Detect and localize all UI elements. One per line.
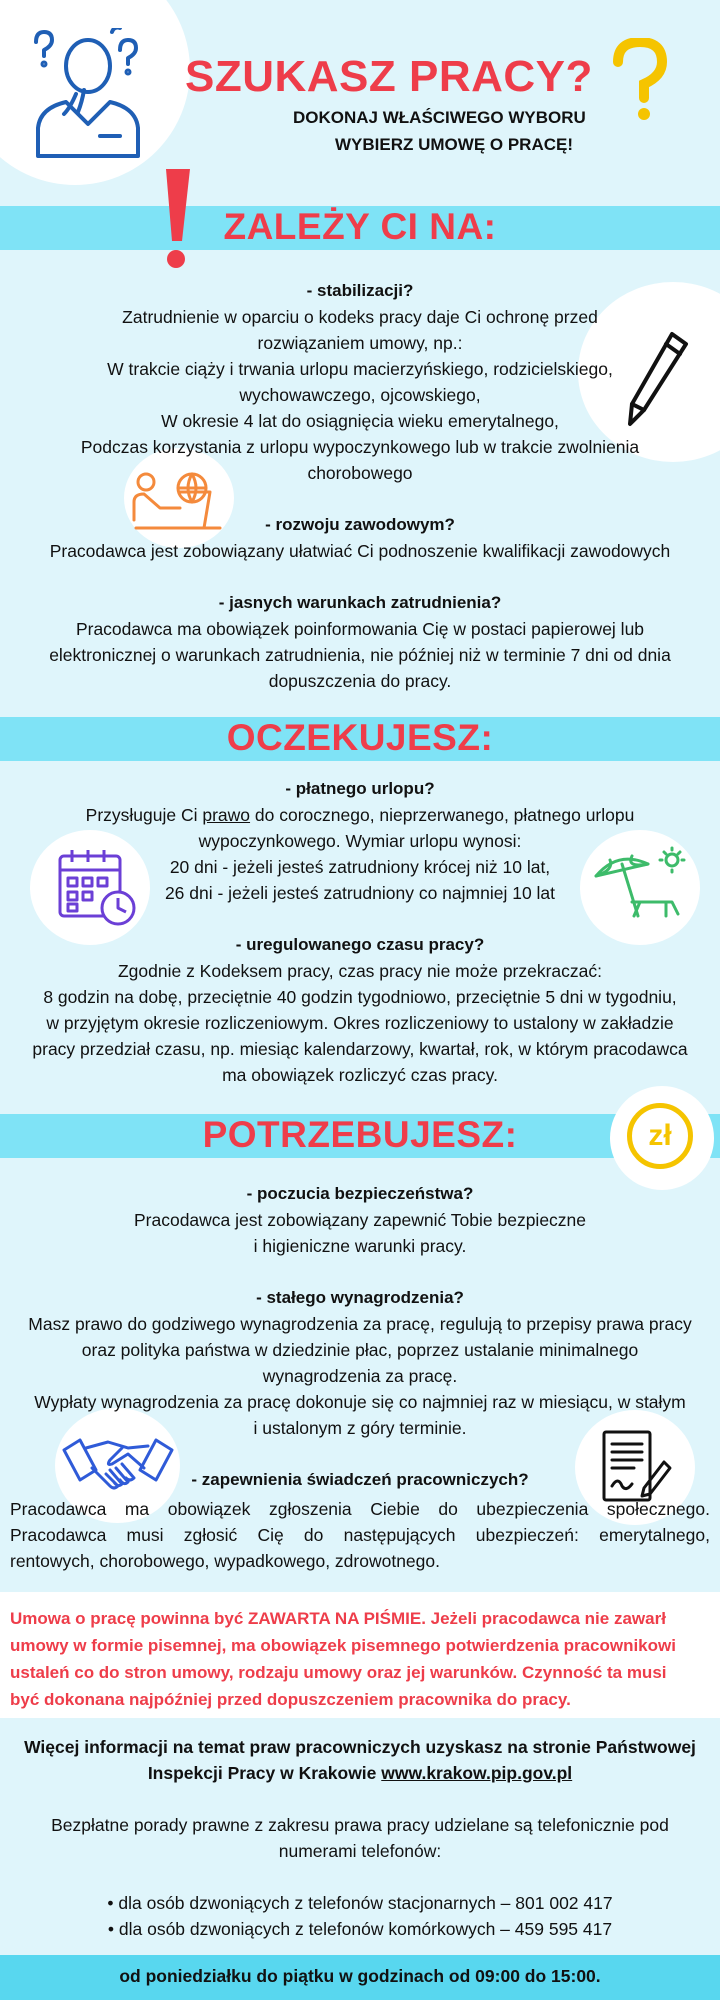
text: do corocznego, nieprzerwanego, płatnego urlopu <box>250 805 635 825</box>
paragraph-line: W trakcie ciąży i trwania urlopu macierzyńskiego, rodzicielskiego, <box>107 359 613 379</box>
section-3-content <box>10 1181 710 1493</box>
paragraph-line: 26 dni - jeżeli jesteś zatrudniony co najmniej 10 lat <box>164 883 556 903</box>
text: Inspekcji Pracy w Krakowie <box>147 1763 382 1783</box>
subtitle-2: WYBIERZ UMOWĘ O PRACĘ! <box>335 135 573 154</box>
section-2-content <box>10 776 710 1088</box>
info-line <box>10 1760 710 1786</box>
page-title: SZUKASZ PRACY? <box>185 52 593 101</box>
section-heading-3: POTRZEBUJESZ: <box>202 1114 518 1155</box>
paragraph-line: wynagrodzenia za pracę. <box>262 1366 458 1386</box>
question-mark-icon <box>610 38 670 124</box>
paragraph-line: 20 dni - jeżeli jesteś zatrudniony krócej niż 10 lat, <box>169 857 551 877</box>
paragraph-line: Zatrudnienie w oparciu o kodeks pracy daje Ci ochronę przed <box>122 307 598 327</box>
paragraph-line: w przyjętym okresie rozliczeniowym. Okres rozliczeniowy to ustalony w zakładzie <box>46 1013 674 1033</box>
question: - stabilizacji? <box>306 281 414 300</box>
notice-line: Umowa o pracę powinna być ZAWARTA NA PIŚMIE. Jeżeli pracodawca nie zawarł <box>10 1609 666 1628</box>
info-section <box>10 1734 710 1942</box>
paragraph-line: wypoczynkowego. Wymiar urlopu wynosi: <box>198 831 522 851</box>
paragraph-line: oraz polityka państwa w dziedzinie płac, poprzez ustalanie minimalnego <box>81 1340 639 1360</box>
paragraph-line: W okresie 4 lat do osiągnięcia wieku emerytalnego, <box>161 411 559 431</box>
notice-line: umowy w formie pisemnej, ma obowiązek pisemnego potwierdzenia pracownikowi <box>10 1636 676 1655</box>
paragraph-line: Pracodawca musi zgłosić Cię do następujących ubezpieczeń: emerytalnego, <box>10 1525 710 1545</box>
paragraph-line: Zgodnie z Kodeksem pracy, czas pracy nie może przekraczać: <box>117 961 603 981</box>
section-heading-1: ZALEŻY CI NA: <box>223 206 497 247</box>
section-3-justified <box>10 1496 710 1574</box>
question: - uregulowanego czasu pracy? <box>235 935 485 954</box>
paragraph-line: Pracodawca ma obowiązek poinformowania Cię w postaci papierowej lub <box>75 619 645 639</box>
paragraph-line: pracy przedział czasu, np. miesiąc kalendarzowy, kwartał, rok, w którym pracodawca <box>32 1039 688 1059</box>
phone-item: • dla osób dzwoniących z telefonów stacjonarnych – 801 002 417 <box>107 1893 613 1913</box>
paragraph-line: rentowych, chorobowego, wypadkowego, zdrowotnego. <box>10 1551 440 1571</box>
zloty-coin-icon: zł <box>627 1103 693 1169</box>
paragraph-line: Pracodawca jest zobowiązany zapewnić Tobie bezpieczne <box>133 1210 587 1230</box>
paragraph-line: elektronicznej o warunkach zatrudnienia, nie później niż w terminie 7 dni od dnia <box>49 645 671 665</box>
advice-line: numerami telefonów: <box>278 1841 442 1861</box>
pip-website-link[interactable]: www.krakow.pip.gov.pl <box>381 1763 573 1783</box>
question: - stałego wynagrodzenia? <box>256 1288 464 1307</box>
paragraph-line: Pracodawca ma obowiązek zgłoszenia Ciebie do ubezpieczenia społecznego. <box>10 1499 710 1519</box>
section-heading-2: OCZEKUJESZ: <box>226 717 494 758</box>
paragraph-line: rozwiązaniem umowy, np.: <box>257 333 463 353</box>
subtitle-1: DOKONAJ WŁAŚCIWEGO WYBORU <box>293 108 586 127</box>
paragraph-line: ma obowiązek rozliczyć czas pracy. <box>222 1065 498 1085</box>
notice-line: być dokonana najpóźniej przed dopuszczeniem pracownika do pracy. <box>10 1690 571 1709</box>
notice-text <box>10 1605 710 1713</box>
paragraph-line <box>10 802 710 828</box>
footer-text: od poniedziałku do piątku w godzinach od 09:00 do 15:00. <box>119 1966 601 1986</box>
paragraph-line: Wypłaty wynagrodzenia za pracę dokonuje się co najmniej raz w miesiącu, w stałym <box>34 1392 686 1412</box>
phone-item: • dla osób dzwoniących z telefonów komórkowych – 459 595 417 <box>107 1919 613 1939</box>
prawo-link[interactable]: prawo <box>202 805 251 825</box>
paragraph-line: 8 godzin na dobę, przeciętnie 40 godzin tygodniowo, przeciętnie 5 dni w tygodniu, <box>43 987 677 1007</box>
question: - poczucia bezpieczeństwa? <box>246 1184 474 1203</box>
paragraph-line: chorobowego <box>307 463 413 483</box>
text: Przysługuje Ci <box>85 805 203 825</box>
paragraph-line: Masz prawo do godziwego wynagrodzenia za pracę, regulują to przepisy prawa pracy <box>28 1314 692 1334</box>
question: - zapewnienia świadczeń pracowniczych? <box>191 1470 529 1489</box>
question: - rozwoju zawodowym? <box>265 515 455 534</box>
thinking-person-icon <box>28 28 148 160</box>
paragraph-line: wychowawczego, ojcowskiego, <box>239 385 481 405</box>
section-1-content <box>20 278 700 694</box>
paragraph-line: Podczas korzystania z urlopu wypoczynkowego lub w trakcie zwolnienia <box>80 437 640 457</box>
question: - płatnego urlopu? <box>285 779 435 798</box>
advice-line: Bezpłatne porady prawne z zakresu prawa pracy udzielane są telefonicznie pod <box>51 1815 669 1835</box>
paragraph-line: i ustalonym z góry terminie. <box>253 1418 467 1438</box>
paragraph-line: i higieniczne warunki pracy. <box>253 1236 467 1256</box>
paragraph-line: dopuszczenia do pracy. <box>268 671 452 691</box>
paragraph-line: Pracodawca jest zobowiązany ułatwiać Ci podnoszenie kwalifikacji zawodowych <box>49 541 671 561</box>
info-line: Więcej informacji na temat praw pracowniczych uzyskasz na stronie Państwowej <box>24 1737 696 1757</box>
notice-line: ustaleń co do stron umowy, rodzaju umowy oraz jej warunków. Czynność ta musi <box>10 1663 667 1682</box>
question: - jasnych warunkach zatrudnienia? <box>218 593 502 612</box>
